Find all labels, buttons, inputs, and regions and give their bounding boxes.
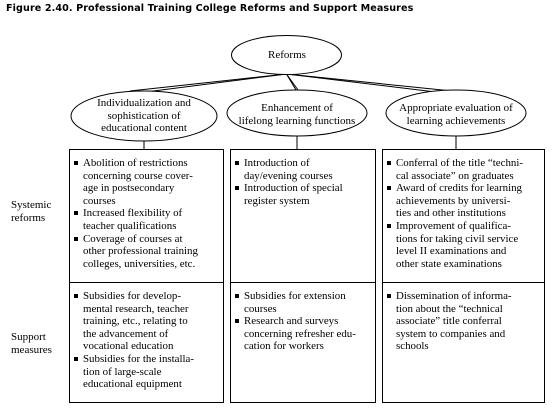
row-label-support-line-1: Support <box>11 331 46 343</box>
bullet-list <box>73 157 198 270</box>
bullet-item-line: Research and surveys <box>244 315 339 328</box>
bullet-item-line: cation for workers <box>244 340 324 353</box>
bullet-item-line: other professional training <box>83 245 198 258</box>
bullet-item-line: educational equipment <box>83 378 182 391</box>
bullet-item-line: associate” title conferral <box>396 315 502 328</box>
bullet-item-line: register system <box>244 194 310 207</box>
bullet-item-line: courses <box>83 194 116 207</box>
bullet-item-line: Subsidies for extension <box>244 290 346 302</box>
branch-3-line-2: learning achievements <box>406 114 506 127</box>
bullet-item-line: Award of credits for learning <box>396 182 523 195</box>
bullet-list <box>386 157 523 270</box>
bullet-item-line: Conferral of the title “techni- <box>396 157 524 169</box>
bullet-item-line: system to companies and <box>396 327 506 340</box>
cell-support-2 <box>234 290 356 353</box>
row-label-support-line-2: measures <box>11 344 52 356</box>
bullet-item-line: day/evening courses <box>244 169 333 182</box>
cell-support-1 <box>73 290 194 391</box>
bullet-item-line: the advancement of <box>83 327 169 340</box>
bullet-item-line: age in postsecondary <box>83 182 175 195</box>
bullet-item <box>386 182 523 220</box>
bullet-item-line: concerning refresher edu- <box>244 327 356 340</box>
bullet-item-line: Subsidies for develop- <box>83 290 181 302</box>
cell-systemic-1 <box>73 157 198 270</box>
cell-support-3 <box>386 290 512 353</box>
connector-center-2 <box>287 74 299 90</box>
bullet-item-line: ties and other institutions <box>396 207 506 220</box>
bullet-item-line: Coverage of courses at <box>83 232 183 245</box>
bullet-item-line: Improvement of qualifica- <box>396 219 511 232</box>
bullet-item-line: Increased flexibility of <box>83 207 183 220</box>
root-label: Reforms <box>268 49 306 61</box>
bullet-item-line: courses <box>244 302 277 315</box>
bullet-item <box>73 290 194 353</box>
bullet-item-line: Subsidies for the installa- <box>83 352 195 365</box>
bullet-item <box>386 157 523 182</box>
bullet-item-line: level II examinations and <box>396 245 507 258</box>
branch-label-3 <box>389 102 523 127</box>
bullet-list <box>386 290 512 353</box>
bullet-item <box>234 290 356 315</box>
bullet-list <box>234 290 356 353</box>
branch-label-2 <box>230 102 364 127</box>
row-label-systemic <box>11 199 51 225</box>
bullet-item <box>386 290 512 353</box>
branch-3-line-1: Appropriate evaluation of <box>399 102 513 114</box>
bullet-item <box>73 233 198 271</box>
bullet-item <box>73 207 198 232</box>
connector-left-2 <box>130 74 287 91</box>
bullet-item <box>234 182 343 207</box>
branch-1-line-3: educational content <box>101 122 187 134</box>
bullet-item-line: concerning course cover- <box>83 169 193 182</box>
bullet-item <box>234 315 356 353</box>
cell-systemic-3 <box>386 157 523 270</box>
bullet-item-line: training, etc., relating to <box>83 315 188 328</box>
branch-2-line-1: Enhancement of <box>261 102 333 114</box>
bullet-item-line: tion of large-scale <box>83 365 162 378</box>
figure-title: Figure 2.40. Professional Training College Reforms and Support Measures <box>6 3 414 14</box>
bullet-item <box>386 220 523 270</box>
bullet-list <box>234 157 343 207</box>
bullet-list <box>73 290 194 391</box>
bullet-item <box>73 353 194 391</box>
bullet-item-line: Introduction of <box>244 157 310 169</box>
bullet-item-line: other state examinations <box>396 257 502 270</box>
bullet-item-line: teacher qualifications <box>83 219 177 232</box>
bullet-item-line: Dissemination of informa- <box>396 290 512 302</box>
row-label-systemic-line-2: reforms <box>11 212 46 224</box>
row-label-support <box>11 331 52 357</box>
bullet-item-line: tions for taking civil service <box>396 232 519 245</box>
bullet-item-line: mental research, teacher <box>83 302 189 315</box>
cell-systemic-2 <box>234 157 343 207</box>
bullet-item-line: Abolition of restrictions <box>83 157 188 169</box>
bullet-item <box>73 157 198 207</box>
row-label-systemic-line-1: Systemic <box>11 199 52 211</box>
bullet-item-line: colleges, universities, etc. <box>83 257 196 270</box>
bullet-item-line: Introduction of special <box>244 182 343 195</box>
branch-1-line-1: Individualization and <box>97 97 191 109</box>
bullet-item-line: schools <box>396 340 429 353</box>
branch-label-1 <box>74 97 214 135</box>
branch-2-line-2: lifelong learning functions <box>238 114 356 127</box>
bullet-item-line: tion about the “technical <box>396 302 503 315</box>
bullet-item-line: achievements by universi- <box>396 194 511 207</box>
bullet-item-line: vocational education <box>83 340 174 353</box>
branch-1-line-2: sophistication of <box>107 109 181 122</box>
connector-right-2 <box>287 74 453 91</box>
bullet-item-line: cal associate” on graduates <box>396 169 514 182</box>
bullet-item <box>234 157 343 182</box>
